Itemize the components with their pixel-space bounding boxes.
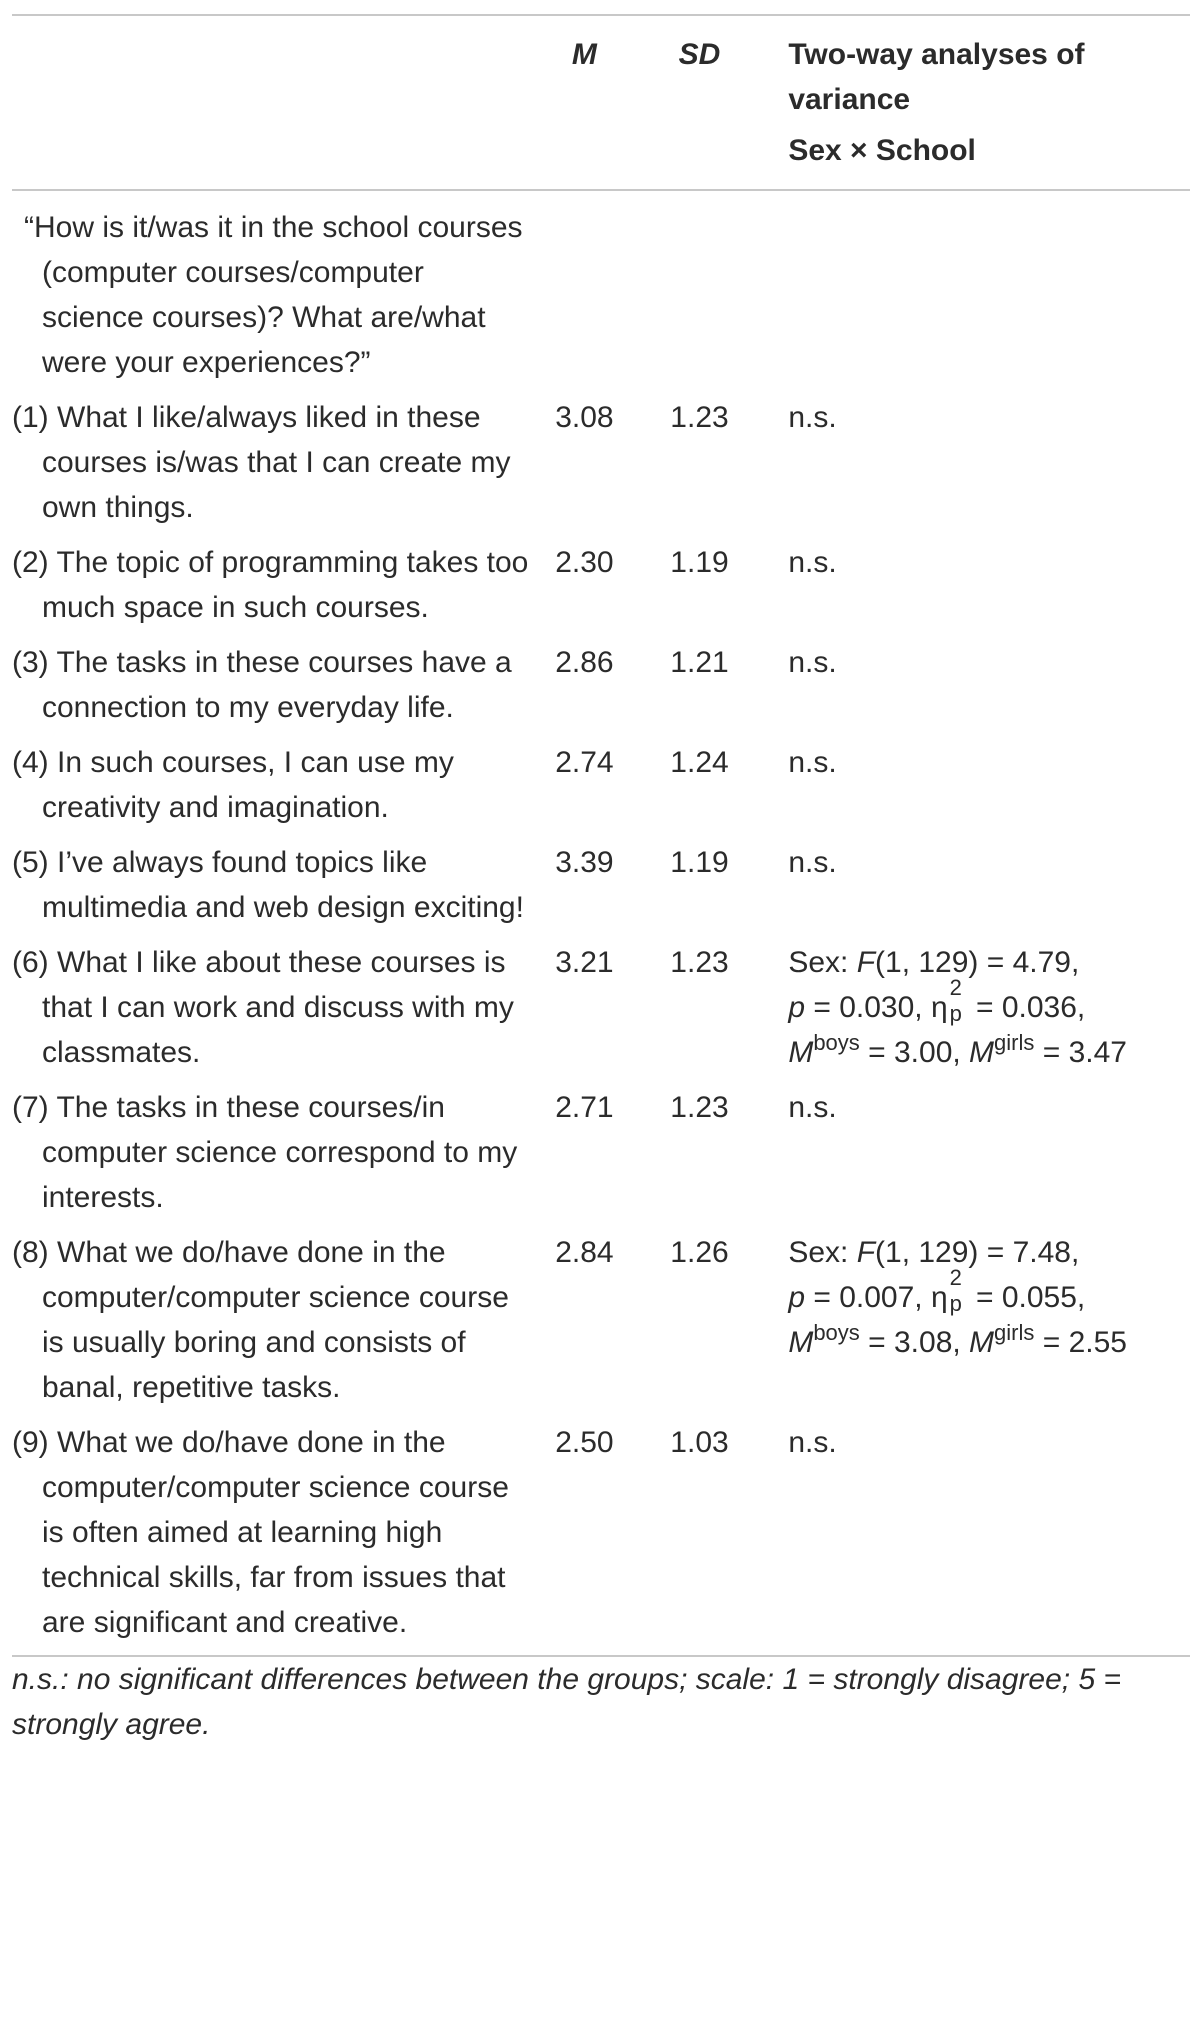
row-anova: n.s.	[788, 401, 837, 434]
table-row	[12, 395, 1190, 540]
row-mean: 2.74	[555, 746, 614, 779]
header-anova-line1: Two-way analyses of	[788, 38, 1085, 71]
row-anova: n.s.	[788, 546, 837, 579]
row-item-text: (3) The tasks in these courses have a connection to my everyday life.	[12, 646, 512, 724]
table-header-row	[12, 15, 1190, 190]
header-anova-line2: variance	[788, 83, 911, 116]
row-item-text: (2) The topic of programming takes too much space in such courses.	[12, 546, 529, 624]
anova-stat-line1: Sex: F(1, 129) = 7.48,	[788, 1236, 1080, 1269]
row-sd: 1.03	[670, 1426, 729, 1459]
question-prompt-row	[12, 190, 1190, 395]
row-item-text: (7) The tasks in these courses/in computer science correspond to my interests.	[12, 1091, 518, 1214]
row-sd: 1.23	[670, 401, 729, 434]
row-mean: 3.08	[555, 401, 614, 434]
table-row	[12, 540, 1190, 640]
anova-stat-line3: $M^{boys} = 3.08$, $M^{girls} = 2.55$	[788, 1320, 1127, 1359]
row-mean: 3.39	[555, 846, 614, 879]
table-row	[12, 640, 1190, 740]
row-item-text: (8) What we do/have done in the computer/computer science course is usually boring and consists of banal, repetitive tasks.	[12, 1236, 509, 1404]
anova-stat-line3: $M^{boys} = 3.00$, $M^{girls} = 3.47$	[788, 1030, 1127, 1069]
table-row	[12, 1420, 1190, 1656]
anova-stat-line2: p = 0.007, η 2 p = 0.055,	[788, 1265, 1086, 1316]
header-anova	[760, 15, 1190, 190]
header-sd: SD	[639, 15, 761, 190]
table-row	[12, 1085, 1190, 1230]
row-anova: n.s.	[788, 846, 837, 879]
header-item	[12, 15, 530, 190]
row-item-text: (5) I’ve always found topics like multimedia and web design exciting!	[12, 846, 524, 924]
row-sd: 1.26	[670, 1236, 729, 1269]
row-mean: 2.84	[555, 1236, 614, 1269]
results-table	[12, 14, 1190, 1747]
footnote-row	[12, 1656, 1190, 1747]
row-sd: 1.24	[670, 746, 729, 779]
row-sd: 1.23	[670, 1091, 729, 1124]
row-mean: 2.86	[555, 646, 614, 679]
table-row	[12, 1230, 1190, 1420]
row-sd: 1.23	[670, 946, 729, 979]
row-mean: 3.21	[555, 946, 614, 979]
row-item-text: (9) What we do/have done in the computer/computer science course is often aimed at learning high technical skills, far from issues that are significant and creative.	[12, 1426, 509, 1639]
row-sd: 1.19	[670, 846, 729, 879]
row-anova	[760, 1230, 1190, 1420]
row-mean: 2.50	[555, 1426, 614, 1459]
row-sd: 1.21	[670, 646, 729, 679]
anova-stat-line2: p = 0.030, η 2 p = 0.036,	[788, 975, 1086, 1026]
row-item-text: (6) What I like about these courses is that I can work and discuss with my classmates.	[12, 946, 514, 1069]
row-item-text: (1) What I like/always liked in these courses is/was that I can create my own things.	[12, 401, 511, 524]
row-anova	[760, 940, 1190, 1085]
row-mean: 2.71	[555, 1091, 614, 1124]
row-mean: 2.30	[555, 546, 614, 579]
table-row	[12, 840, 1190, 940]
row-sd: 1.19	[670, 546, 729, 579]
question-prompt: “How is it/was it in the school courses (computer courses/computer science courses)? What are/what were your experiences?”	[24, 211, 523, 379]
row-item-text: (4) In such courses, I can use my creativity and imagination.	[12, 746, 454, 824]
row-anova: n.s.	[788, 746, 837, 779]
anova-stat-line1: Sex: F(1, 129) = 4.79,	[788, 946, 1080, 979]
row-anova: n.s.	[788, 1426, 837, 1459]
header-anova-line3: Sex × School	[788, 134, 976, 167]
table-row	[12, 940, 1190, 1085]
row-anova: n.s.	[788, 1091, 837, 1124]
header-mean: M	[530, 15, 639, 190]
row-anova: n.s.	[788, 646, 837, 679]
table-row	[12, 740, 1190, 840]
table-footnote: n.s.: no significant differences between the groups; scale: 1 = strongly disagree; 5 = strongly agree.	[12, 1656, 1190, 1747]
